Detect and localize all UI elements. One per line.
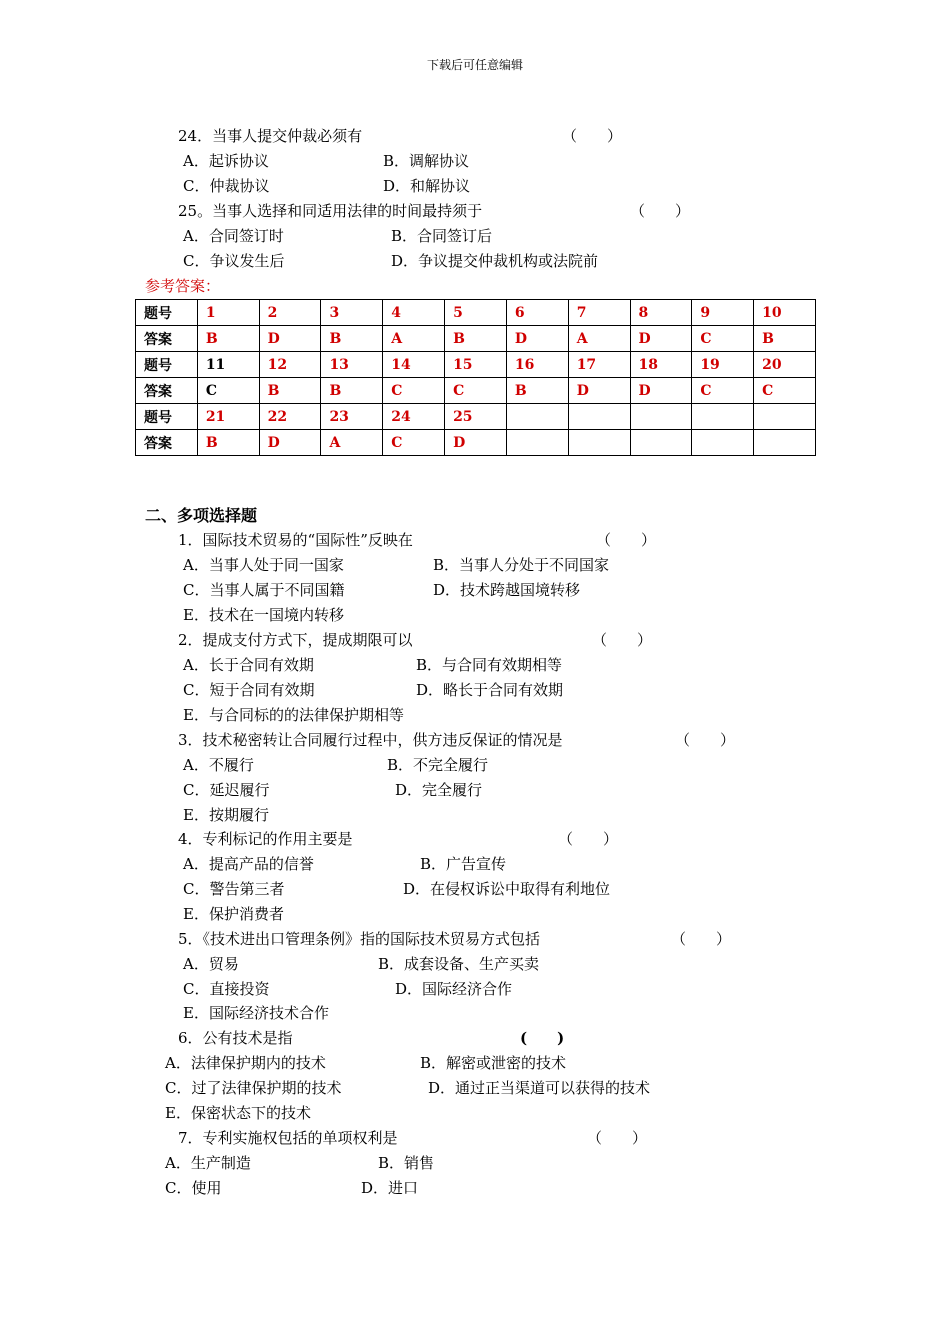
question-number: 20 [754,352,816,378]
empty-cell [630,404,692,430]
row-label-question: 题号 [136,404,198,430]
question-number: 10 [754,300,816,326]
empty-cell [692,404,754,430]
m3-stem: 3．技术秘密转让合同履行过程中，供方违反保证的情况是 [178,731,563,749]
answer-cell: D [568,378,630,404]
answer-cell: D [630,326,692,352]
m3-option-d: D．完全履行 [395,781,483,799]
answer-key-title: 参考答案： [145,277,221,295]
question-number: 11 [197,352,259,378]
row-label-question: 题号 [136,352,198,378]
answer-cell: D [630,378,692,404]
answer-cell: B [445,326,507,352]
question-number: 17 [568,352,630,378]
m7-option-a: A．生产制造 [165,1154,251,1172]
empty-cell [506,404,568,430]
answer-cell: D [445,430,507,456]
table-row [136,326,816,352]
m1-option-d: D．技术跨越国境转移 [433,581,581,599]
m2-paren: （ ） [592,631,653,649]
m5-option-a: A．贸易 [183,955,239,973]
m2-option-d: D．略长于合同有效期 [416,681,564,699]
m6-option-b: B．解密或泄密的技术 [420,1054,567,1072]
m2-option-a: A．长于合同有效期 [183,656,314,674]
answer-cell: D [259,430,321,456]
m3-paren: （ ） [675,731,736,749]
answer-cell: B [506,378,568,404]
empty-cell [506,430,568,456]
m4-option-c: C．警告第三者 [183,880,285,898]
q24-stem: 24．当事人提交仲裁必须有 [178,127,363,145]
table-row [136,430,816,456]
question-number: 16 [506,352,568,378]
answer-cell: C [692,378,754,404]
question-number: 5 [445,300,507,326]
m6-option-a: A．法律保护期内的技术 [165,1054,326,1072]
m6-option-d: D．通过正当渠道可以获得的技术 [428,1079,651,1097]
m1-option-e: E．技术在一国境内转移 [183,606,344,624]
question-number: 1 [197,300,259,326]
question-number: 21 [197,404,259,430]
q24-option-c: C．仲裁协议 [183,177,270,195]
answer-cell: B [197,430,259,456]
table-row [136,378,816,404]
answer-cell: B [259,378,321,404]
m7-paren: （ ） [587,1129,648,1147]
empty-cell [630,430,692,456]
answer-cell: B [197,326,259,352]
m5-paren: （ ） [671,930,732,948]
m2-option-c: C．短于合同有效期 [183,681,315,699]
q25-paren: （ ） [630,202,691,220]
m1-option-b: B．当事人分处于不同国家 [433,556,610,574]
m2-stem: 2．提成支付方式下，提成期限可以 [178,631,413,649]
question-number: 9 [692,300,754,326]
q24-paren: （ ） [562,127,623,145]
question-number: 2 [259,300,321,326]
answer-cell: A [568,326,630,352]
answer-cell: B [321,326,383,352]
question-number: 25 [445,404,507,430]
answer-cell: A [321,430,383,456]
q25-option-b: B．合同签订后 [391,227,493,245]
question-number: 7 [568,300,630,326]
answer-cell: C [445,378,507,404]
m1-stem: 1．国际技术贸易的“国际性”反映在 [178,531,413,549]
question-number: 14 [383,352,445,378]
q24-option-b: B．调解协议 [383,152,470,170]
m6-option-e: E．保密状态下的技术 [165,1104,311,1122]
m4-stem: 4．专利标记的作用主要是 [178,830,353,848]
answer-cell: A [383,326,445,352]
empty-cell [568,430,630,456]
q24-option-d: D．和解协议 [383,177,471,195]
answer-cell: C [754,378,816,404]
answer-cell: C [383,378,445,404]
m7-option-b: B．销售 [378,1154,435,1172]
q24-option-a: A．起诉协议 [183,152,269,170]
answer-cell: C [383,430,445,456]
question-number: 12 [259,352,321,378]
table-row [136,352,816,378]
m1-option-c: C．当事人属于不同国籍 [183,581,345,599]
q25-stem: 25。当事人选择和同适用法律的时间最持须于 [178,202,483,220]
answer-cell: B [754,326,816,352]
row-label-answer: 答案 [136,430,198,456]
m2-option-b: B．与合同有效期相等 [416,656,563,674]
table-row [136,300,816,326]
question-number: 24 [383,404,445,430]
empty-cell [568,404,630,430]
answer-cell: D [259,326,321,352]
question-number: 4 [383,300,445,326]
q25-option-a: A．合同签订时 [183,227,284,245]
m1-option-a: A．当事人处于同一国家 [183,556,344,574]
m5-option-e: E．国际经济技术合作 [183,1004,329,1022]
m6-paren: ( ) [520,1029,565,1047]
m3-option-c: C．延迟履行 [183,781,270,799]
row-label-question: 题号 [136,300,198,326]
m1-paren: （ ） [596,531,657,549]
m4-option-a: A．提高产品的信誉 [183,855,314,873]
question-number: 18 [630,352,692,378]
m5-stem: 5．《技术进出口管理条例》指的国际技术贸易方式包括 [178,930,541,948]
empty-cell [754,404,816,430]
answer-table [135,299,816,456]
m7-option-d: D．进口 [361,1179,419,1197]
question-number: 19 [692,352,754,378]
m6-stem: 6．公有技术是指 [178,1029,293,1047]
m4-option-e: E．保护消费者 [183,905,284,923]
row-label-answer: 答案 [136,326,198,352]
m5-option-b: B．成套设备、生产买卖 [378,955,540,973]
m3-option-a: A．不履行 [183,756,254,774]
question-number: 22 [259,404,321,430]
question-number: 13 [321,352,383,378]
question-number: 8 [630,300,692,326]
q25-option-c: C．争议发生后 [183,252,285,270]
m3-option-e: E．按期履行 [183,806,269,824]
m3-option-b: B．不完全履行 [387,756,489,774]
question-number: 23 [321,404,383,430]
page-header: 下载后可任意编辑 [426,58,523,72]
m4-option-d: D．在侵权诉讼中取得有利地位 [403,880,611,898]
m4-option-b: B．广告宣传 [420,855,507,873]
question-number: 15 [445,352,507,378]
answer-cell: B [321,378,383,404]
section-title: 二、多项选择题 [145,506,258,525]
m6-option-c: C．过了法律保护期的技术 [165,1079,342,1097]
empty-cell [692,430,754,456]
empty-cell [754,430,816,456]
m7-stem: 7．专利实施权包括的单项权利是 [178,1129,398,1147]
question-number: 6 [506,300,568,326]
m2-option-e: E．与合同标的的法律保护期相等 [183,706,404,724]
m7-option-c: C．使用 [165,1179,222,1197]
question-number: 3 [321,300,383,326]
answer-cell: C [692,326,754,352]
m5-option-d: D．国际经济合作 [395,980,513,998]
m5-option-c: C．直接投资 [183,980,270,998]
table-row [136,404,816,430]
q25-option-d: D．争议提交仲裁机构或法院前 [391,252,599,270]
row-label-answer: 答案 [136,378,198,404]
m4-paren: （ ） [558,830,619,848]
answer-cell: C [197,378,259,404]
answer-cell: D [506,326,568,352]
